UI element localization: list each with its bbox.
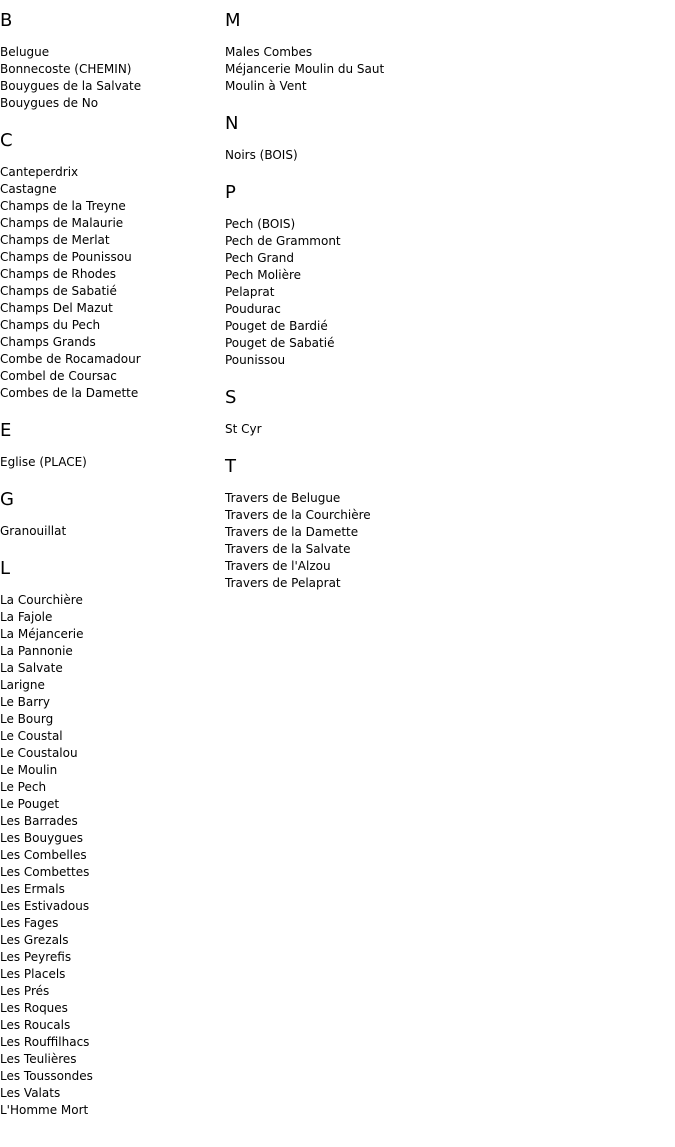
place-name-les-toussondes: Les Toussondes: [0, 1069, 93, 1083]
place-name-bouygues-de-no: Bouygues de No: [0, 96, 99, 110]
place-name-le-barry: Le Barry: [0, 695, 51, 709]
place-name-les-pres: Les Prés: [0, 984, 50, 998]
section-letter-heading: P: [225, 182, 236, 203]
place-name-combe-de-rocamadour: Combe de Rocamadour: [0, 352, 141, 366]
place-name-champs-de-malaurie: Champs de Malaurie: [0, 216, 124, 230]
place-name-les-combettes: Les Combettes: [0, 865, 90, 879]
section-letter-heading: G: [0, 489, 14, 510]
place-name-les-valats: Les Valats: [0, 1086, 61, 1100]
section-letter-heading: T: [225, 456, 236, 477]
section-letter-heading: N: [225, 113, 239, 134]
place-name-list: [225, 216, 665, 369]
place-name-list: [0, 44, 220, 112]
place-name-les-placels: Les Placels: [0, 967, 66, 981]
place-name-pech-grand: Pech Grand: [225, 251, 295, 265]
place-name-les-ermals: Les Ermals: [0, 882, 65, 896]
section-e: [0, 420, 220, 471]
left-column: [0, 10, 220, 1137]
place-name-les-teulieres: Les Teulières: [0, 1052, 77, 1066]
place-name-list: [225, 44, 665, 95]
place-name-les-estivadous: Les Estivadous: [0, 899, 90, 913]
place-name-la-mejancerie: La Méjancerie: [0, 627, 84, 641]
place-name-belugue: Belugue: [0, 45, 50, 59]
place-name-larigne: Larigne: [0, 678, 45, 692]
place-name-champs-de-rhodes: Champs de Rhodes: [0, 267, 117, 281]
place-name-combel-de-coursac: Combel de Coursac: [0, 369, 117, 383]
place-name-canteperdrix: Canteperdrix: [0, 165, 79, 179]
place-name-list: [0, 523, 220, 540]
place-name-mejancerie-moulin-du-saut: Méjancerie Moulin du Saut: [225, 62, 385, 76]
place-name-les-combelles: Les Combelles: [0, 848, 87, 862]
section-letter-heading: S: [225, 387, 237, 408]
place-name-travers-de-la-salvate: Travers de la Salvate: [225, 542, 351, 556]
place-name-travers-de-l-alzou: Travers de l'Alzou: [225, 559, 331, 573]
place-name-champs-de-merlat: Champs de Merlat: [0, 233, 110, 247]
section-g: [0, 489, 220, 540]
section-letter-heading: L: [0, 558, 11, 579]
place-name-travers-de-la-damette: Travers de la Damette: [225, 525, 359, 539]
place-name-travers-de-pelaprat: Travers de Pelaprat: [225, 576, 341, 590]
place-name-les-grezals: Les Grezals: [0, 933, 69, 947]
place-name-pounissou: Pounissou: [225, 353, 286, 367]
section-l: [0, 558, 220, 1119]
place-name-eglise-place: Eglise (PLACE): [0, 455, 87, 469]
place-name-champs-du-pech: Champs du Pech: [0, 318, 101, 332]
section-p: [225, 182, 665, 369]
place-name-les-rouffilhacs: Les Rouffilhacs: [0, 1035, 90, 1049]
place-name-pech-bois: Pech (BOIS): [225, 217, 296, 231]
place-name-les-bouygues: Les Bouygues: [0, 831, 84, 845]
place-name-list: [0, 592, 220, 1119]
section-letter-heading: B: [0, 10, 13, 31]
place-name-les-roucals: Les Roucals: [0, 1018, 71, 1032]
place-name-champs-del-mazut: Champs Del Mazut: [0, 301, 113, 315]
place-name-bonnecoste-chemin: Bonnecoste (CHEMIN): [0, 62, 132, 76]
section-t: [225, 456, 665, 592]
section-letter-heading: C: [0, 130, 13, 151]
section-letter-heading: E: [0, 420, 12, 441]
place-name-le-moulin: Le Moulin: [0, 763, 58, 777]
place-name-travers-de-belugue: Travers de Belugue: [225, 491, 341, 505]
place-name-list: [225, 421, 665, 438]
place-name-champs-de-la-treyne: Champs de la Treyne: [0, 199, 126, 213]
place-name-les-fages: Les Fages: [0, 916, 59, 930]
place-name-pech-moliere: Pech Molière: [225, 268, 302, 282]
place-name-poudurac: Poudurac: [225, 302, 281, 316]
place-name-st-cyr: St Cyr: [225, 422, 262, 436]
section-n: [225, 113, 665, 164]
place-name-combes-de-la-damette: Combes de la Damette: [0, 386, 139, 400]
place-name-le-pouget: Le Pouget: [0, 797, 60, 811]
place-name-l-homme-mort: L'Homme Mort: [0, 1103, 89, 1117]
place-name-champs-de-sabatie: Champs de Sabatié: [0, 284, 117, 298]
place-name-les-barrades: Les Barrades: [0, 814, 78, 828]
place-name-le-bourg: Le Bourg: [0, 712, 54, 726]
place-name-list: [225, 490, 665, 592]
place-name-moulin-a-vent: Moulin à Vent: [225, 79, 307, 93]
section-s: [225, 387, 665, 438]
place-name-travers-de-la-courchiere: Travers de la Courchière: [225, 508, 371, 522]
place-name-granouillat: Granouillat: [0, 524, 67, 538]
section-letter-heading: M: [225, 10, 241, 31]
right-column: [225, 10, 665, 610]
place-name-les-peyrefis: Les Peyrefis: [0, 950, 72, 964]
place-name-castagne: Castagne: [0, 182, 57, 196]
section-m: [225, 10, 665, 95]
place-name-bouygues-de-la-salvate: Bouygues de la Salvate: [0, 79, 142, 93]
section-c: [0, 130, 220, 402]
place-name-champs-de-pounissou: Champs de Pounissou: [0, 250, 132, 264]
place-name-noirs-bois: Noirs (BOIS): [225, 148, 298, 162]
place-name-le-pech: Le Pech: [0, 780, 47, 794]
place-name-le-coustal: Le Coustal: [0, 729, 63, 743]
place-name-pelaprat: Pelaprat: [225, 285, 275, 299]
place-name-list: [0, 454, 220, 471]
place-name-pech-de-grammont: Pech de Grammont: [225, 234, 341, 248]
place-name-males-combes: Males Combes: [225, 45, 313, 59]
place-name-champs-grands: Champs Grands: [0, 335, 96, 349]
place-name-pouget-de-sabatie: Pouget de Sabatié: [225, 336, 335, 350]
place-name-la-fajole: La Fajole: [0, 610, 53, 624]
place-name-pouget-de-bardie: Pouget de Bardié: [225, 319, 328, 333]
place-name-list: [225, 147, 665, 164]
place-name-list: [0, 164, 220, 402]
section-b: [0, 10, 220, 112]
place-name-la-pannonie: La Pannonie: [0, 644, 73, 658]
place-name-la-courchiere: La Courchière: [0, 593, 83, 607]
place-name-le-coustalou: Le Coustalou: [0, 746, 78, 760]
place-name-la-salvate: La Salvate: [0, 661, 63, 675]
place-name-les-roques: Les Roques: [0, 1001, 68, 1015]
